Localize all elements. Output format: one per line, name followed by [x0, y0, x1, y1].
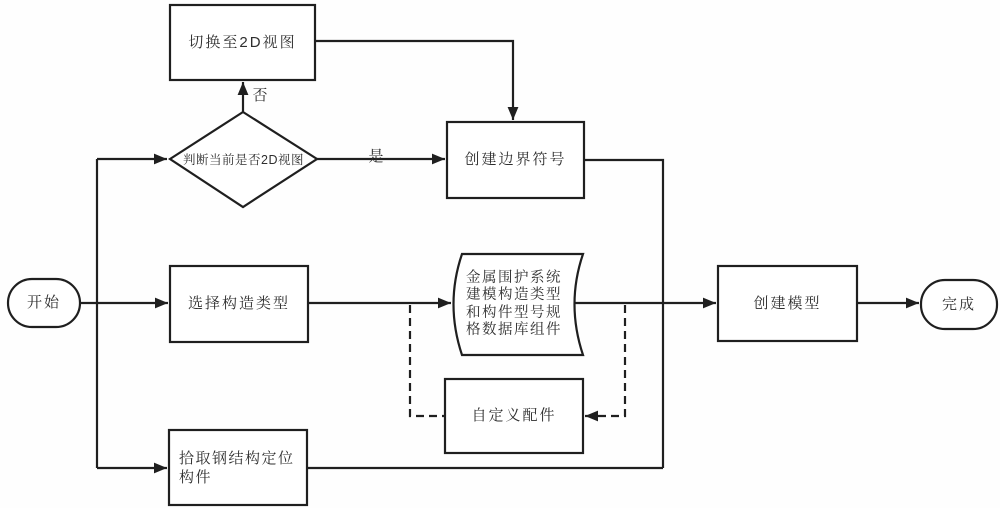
custom-parts-label: 自定义配件 [471, 407, 557, 424]
create-model-label: 创建模型 [753, 294, 822, 312]
edge-yes-label: 是 [368, 148, 384, 165]
select-type-label: 选择构造类型 [187, 295, 290, 312]
connector-switch2d-to-boundary [315, 41, 513, 120]
pick-steel-label-line1: 拾取钢结构定位 [179, 449, 295, 467]
connector-boundary-down-join [584, 160, 663, 468]
connector-custom-to-main-dashed [410, 305, 444, 416]
database-label-line1: 金属围护系统 [466, 269, 562, 286]
decision-label: 判断当前是否2D视图 [183, 152, 304, 167]
switch-2d-view-label: 切换至2D视图 [188, 33, 297, 51]
done-label: 完成 [941, 295, 976, 313]
edge-no-label: 否 [252, 87, 268, 104]
database-label [453, 254, 575, 355]
create-boundary-label: 创建边界符号 [464, 151, 567, 168]
database-label-line3: 和构件型号规 [466, 304, 562, 321]
database-label-line2: 建模构造类型 [466, 287, 562, 303]
pick-steel-label [179, 430, 305, 505]
database-label-line4: 格数据库组件 [466, 322, 562, 338]
pick-steel-label-line2: 构件 [179, 468, 213, 486]
connector-main-to-custom-dashed [585, 305, 625, 416]
start-label: 开始 [26, 294, 61, 311]
